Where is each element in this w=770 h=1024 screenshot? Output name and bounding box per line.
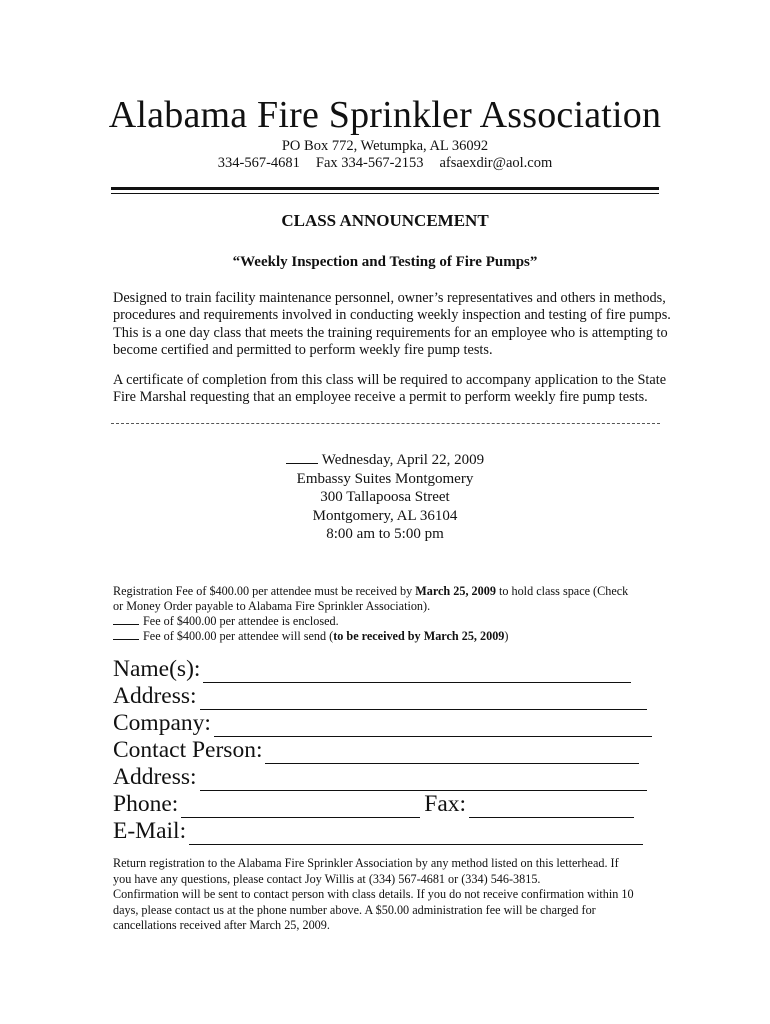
registration-text: Registration Fee of $400.00 per attendee must be received by — [113, 584, 416, 598]
return-instructions — [113, 856, 673, 934]
option-blank[interactable] — [113, 614, 139, 625]
address-field-2[interactable] — [200, 768, 647, 791]
form-row-address — [113, 683, 647, 710]
event-date-row — [0, 451, 770, 470]
names-field[interactable] — [203, 660, 631, 683]
certificate-line: A certificate of completion from this class will be required to accompany application to the State — [113, 372, 667, 388]
registration-line-2: or Money Order payable to Alabama Fire Sprinkler Association). — [113, 599, 431, 613]
contact-person-field[interactable] — [265, 741, 639, 764]
footer-line: cancellations received after March 25, 2009. — [113, 918, 330, 932]
form-row-contact — [113, 737, 639, 764]
description-line: This is a one day class that meets the training requirements for an employee who is attempting to — [113, 324, 668, 341]
letterhead-fax: Fax 334-567-2153 — [315, 155, 424, 171]
form-row-phone-fax — [113, 791, 634, 818]
names-label: Name(s): — [113, 656, 201, 682]
event-checkbox-blank[interactable] — [286, 451, 318, 464]
email-field[interactable] — [189, 822, 643, 845]
description-line: become certified and permitted to perform weekly fire pump tests. — [113, 342, 493, 359]
phone-label: Phone: — [113, 791, 179, 817]
letterhead-rule-thin — [111, 193, 659, 194]
letterhead-phone: 334-567-4681 — [217, 155, 300, 171]
course-description — [113, 290, 673, 360]
option-label: Fee of $400.00 per attendee is enclosed. — [143, 614, 339, 628]
footer-line: Confirmation will be sent to contact person with class details. If you do not receive confirmation within 10 — [113, 887, 634, 901]
footer-line: days, please contact us at the phone number above. A $50.00 administration fee will be charged for — [113, 902, 596, 917]
event-time: 8:00 am to 5:00 pm — [326, 526, 444, 543]
fax-field[interactable] — [469, 795, 634, 818]
email-label: E-Mail: — [113, 818, 187, 844]
registration-line-1 — [113, 584, 628, 599]
registration-deadline: March 25, 2009 — [415, 584, 496, 598]
letterhead-email: afsaexdir@aol.com — [439, 155, 553, 171]
form-row-address-2 — [113, 764, 647, 791]
description-line: procedures and requirements involved in conducting weekly inspection and testing of fire pumps. — [113, 307, 671, 324]
letterhead-address: PO Box 772, Wetumpka, AL 36092 — [281, 138, 489, 154]
certificate-line: Fire Marshal requesting that an employee receive a permit to perform weekly fire pump tests. — [113, 389, 648, 406]
event-street: 300 Tallapoosa Street — [320, 489, 450, 506]
option-deadline: to be received by March 25, 2009 — [333, 629, 505, 643]
option-blank[interactable] — [113, 629, 139, 640]
organization-title: Alabama Fire Sprinkler Association — [108, 94, 662, 136]
form-row-company — [113, 710, 652, 737]
footer-line: you have any questions, please contact Joy Willis at (334) 567-4681 or (334) 546-3815. — [113, 871, 541, 886]
cut-line — [111, 423, 660, 424]
option-fee-send — [113, 629, 508, 644]
phone-field[interactable] — [181, 795, 420, 818]
course-title: “Weekly Inspection and Testing of Fire Pumps” — [232, 254, 538, 270]
certificate-note — [113, 372, 673, 407]
company-field[interactable] — [214, 714, 652, 737]
option-label: ) — [504, 629, 509, 643]
address-label: Address: — [113, 683, 197, 709]
event-venue: Embassy Suites Montgomery — [296, 470, 474, 487]
company-label: Company: — [113, 710, 211, 736]
option-label: Fee of $400.00 per attendee will send ( — [143, 629, 334, 643]
footer-line: Return registration to the Alabama Fire Sprinkler Association by any method listed on this letterhead. If — [113, 856, 619, 870]
address-field[interactable] — [200, 687, 647, 710]
description-line: Designed to train facility maintenance personnel, owner’s representatives and others in methods, — [113, 290, 666, 306]
contact-person-label: Contact Person: — [113, 737, 263, 763]
letterhead-rule-thick — [111, 187, 659, 190]
registration-text: to hold class space (Check — [495, 584, 629, 598]
announcement-heading: CLASS ANNOUNCEMENT — [281, 211, 489, 230]
event-details — [0, 451, 770, 544]
form-row-names — [113, 656, 631, 683]
form-row-email — [113, 818, 643, 845]
fax-label: Fax: — [424, 791, 467, 817]
option-fee-enclosed — [113, 614, 339, 629]
letterhead-contact-line — [0, 154, 770, 172]
event-city: Montgomery, AL 36104 — [312, 507, 458, 524]
event-date: Wednesday, April 22, 2009 — [321, 452, 485, 468]
address-label: Address: — [113, 764, 197, 790]
